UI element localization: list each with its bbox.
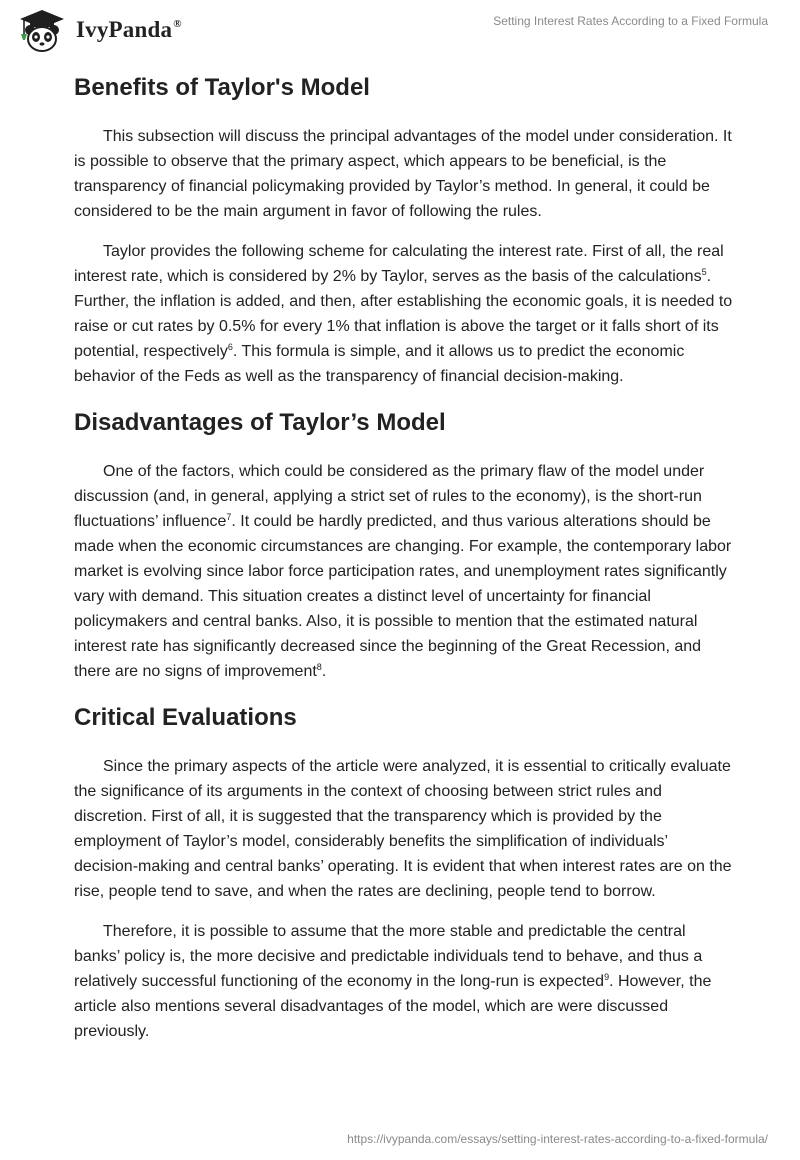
paragraph: Since the primary aspects of the article were analyzed, it is essential to critically evaluate the significance of its arguments in the context of choosing between strict rules and discretion. First of all, it is suggested that the transparency which is provided by the employment of Taylor’s model, considerably benefits the simplification of individuals’ decision-making and central banks’ operating. It is evident that when interest rates are on the rise, people tend to save, and when the rates are declining, people tend to borrow. [74, 758, 732, 900]
footnote-ref[interactable]: 7 [226, 512, 232, 522]
paragraph: This subsection will discuss the principal advantages of the model under consideration. It is possible to observe that the primary aspect, which appears to be beneficial, is the transparency of financial policymaking provided by Taylor’s method. In general, it could be considered to be the main argument in favor of following the rules. [74, 128, 732, 220]
footnote-ref[interactable]: 8 [316, 662, 322, 672]
brand-name: IvyPanda® [76, 17, 182, 42]
document-title: Setting Interest Rates According to a Fixed Formula [493, 14, 768, 28]
panda-graduate-icon [16, 8, 68, 52]
footnote-ref[interactable]: 5 [701, 267, 707, 277]
article-body [74, 72, 734, 1059]
footnote-ref[interactable]: 9 [604, 972, 610, 982]
section-heading-benefits: Benefits of Taylor's Model [74, 74, 370, 101]
section-heading-disadvantages: Disadvantages of Taylor’s Model [74, 409, 446, 436]
section-heading-critical-evaluations: Critical Evaluations [74, 704, 297, 731]
paragraph: Therefore, it is possible to assume that the more stable and predictable the central banks’ policy is, the more decisive and predictable individuals tend to behave, and thus a relatively successful functioning of the economy in the long-run is expected$^9$. However, the article also mentions several disadvantages of the model, which are were discussed previously. [74, 923, 712, 1040]
ivypanda-logo[interactable] [16, 8, 182, 52]
source-url[interactable]: https://ivypanda.com/essays/setting-interest-rates-according-to-a-fixed-formula/ [347, 1132, 768, 1146]
page-header [0, 0, 800, 70]
paragraph: One of the factors, which could be considered as the primary flaw of the model under discussion (and, in general, applying a strict set of rules to the economy), is the short-run fluctuations’ influence$^7$. It could be hardly predicted, and thus various alterations should be made when the economic circumstances are changing. For example, the contemporary labor market is evolving since labor force participation rates, and unemployment rates significantly vary with demand. This situation creates a distinct level of uncertainty for financial policymakers and central banks. Also, it is possible to mention that the estimated natural interest rate has significantly decreased since the beginning of the Great Recession, and there are no signs of improvement$^8$. [74, 463, 732, 680]
footnote-ref[interactable]: 6 [227, 342, 233, 352]
paragraph: Taylor provides the following scheme for calculating the interest rate. First of all, the real interest rate, which is considered by 2% by Taylor, serves as the basis of the calculations$^5$. Further, the inflation is added, and then, after establishing the economic goals, it is needed to raise or cut rates by 0.5% for every 1% that inflation is above the target or it falls short of its potential, respectively$^6$. This formula is simple, and it allows us to predict the economic behavior of the Feds as well as the transparency of financial decision-making. [74, 243, 733, 385]
